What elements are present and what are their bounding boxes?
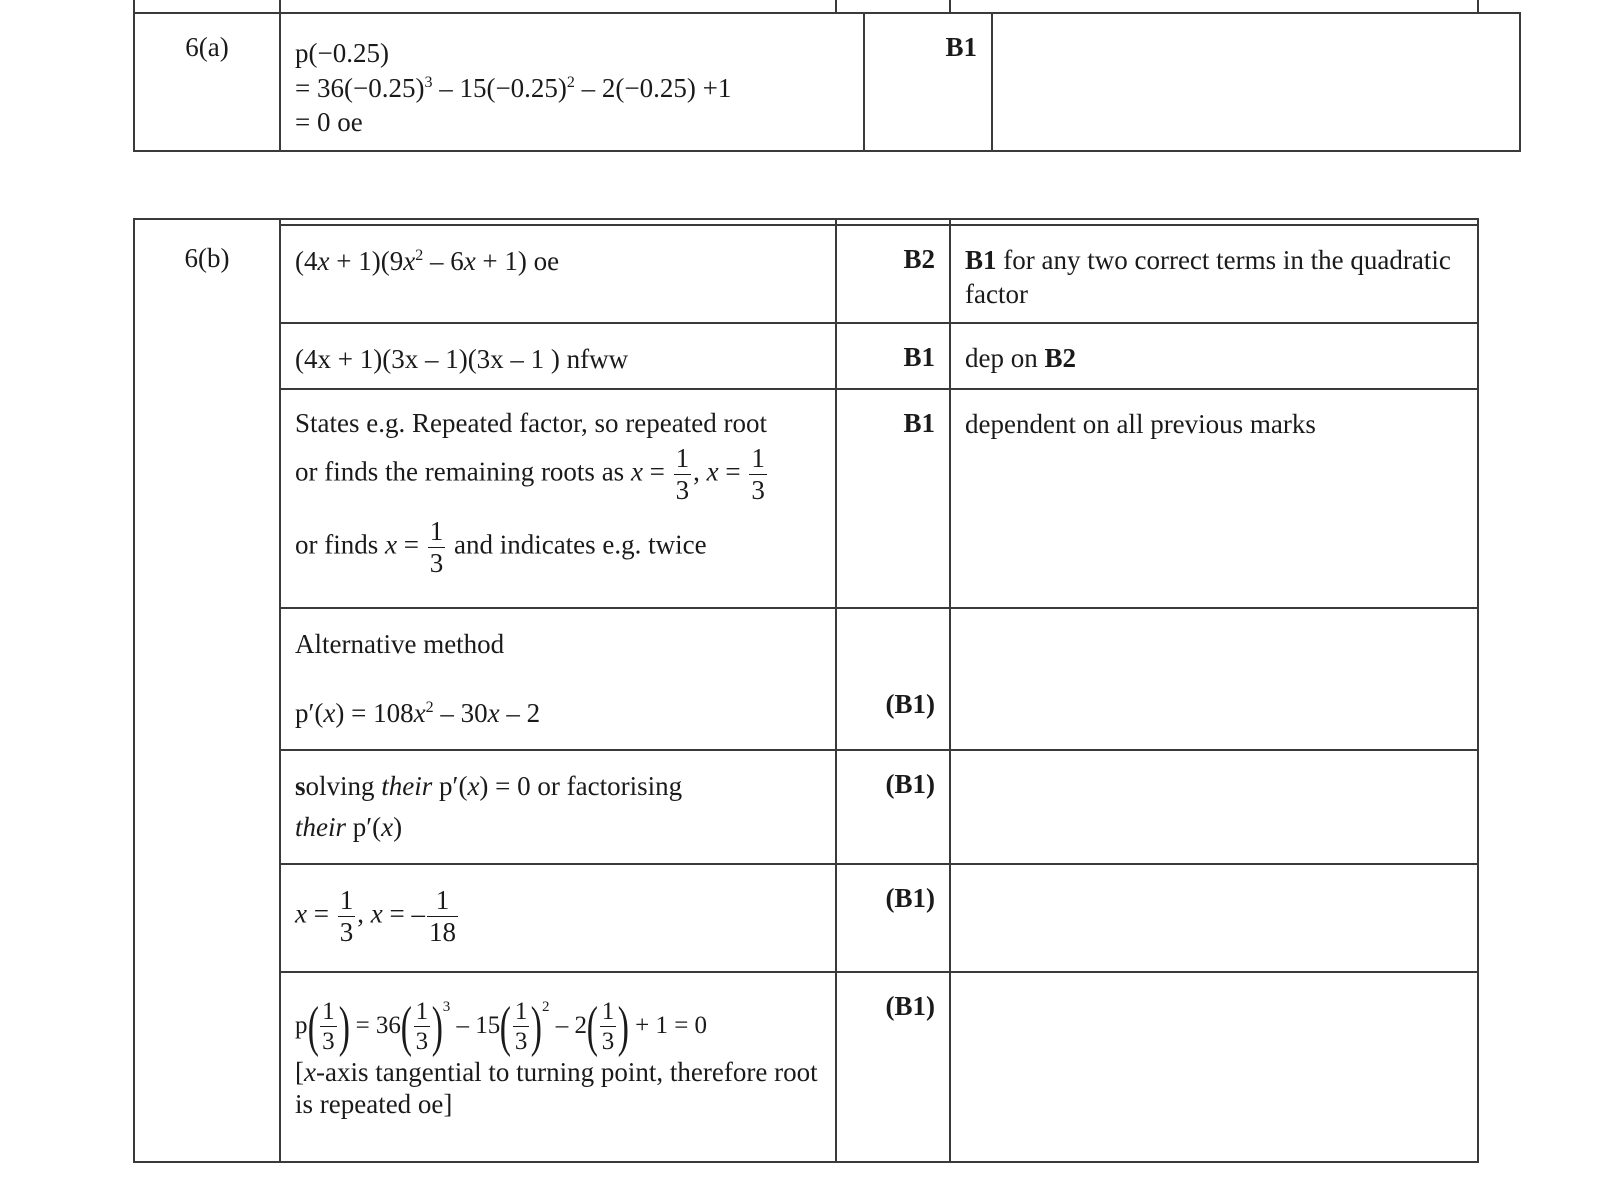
q6b-row3-guidance: dependent on all previous marks <box>950 389 1478 608</box>
q6a-line2: = $36(-0.25)^3 - 15(-0.25)^2 - 2(-0.25) +1$ <box>295 72 732 103</box>
q6a-line3: = 0 oe <box>295 107 363 138</box>
q6a-line1: p(−0.25) <box>295 38 389 68</box>
q6b-row1-mark: B2 <box>836 225 950 323</box>
q6b-row7-mark: (B1) <box>836 972 950 1162</box>
q6b-row6-guidance <box>950 864 1478 972</box>
q6b-row7-note: [x-axis tangential to turning point, therefore root is repeated oe] <box>295 1056 818 1119</box>
q6b-row2-answer: (4x + 1)(3x – 1)(3x – 1 ) nfww <box>280 323 836 389</box>
q6b-row6-mark: (B1) <box>836 864 950 972</box>
fraction-one-third: $\frac{1}{3}$ <box>339 884 354 947</box>
fraction-one-third: $\frac{1}{3}$ <box>429 515 444 578</box>
q6b-row3-line3: or finds x = $\frac{1}{3}$ and indicates e.g. twice <box>295 515 707 578</box>
q6b-row1-guidance: B1 for any two correct terms in the quadratic factor <box>950 225 1478 323</box>
q6b-row5-mark: (B1) <box>836 750 950 864</box>
q6b-row4-guidance <box>950 608 1478 750</box>
q6b-row7-guidance <box>950 972 1478 1162</box>
q6a-table <box>133 12 1521 152</box>
q6b-row3-line1: States e.g. Repeated factor, so repeated root <box>295 407 767 438</box>
q6b-row3-line2: or finds the remaining roots as x = $\frac{1}{3}$ , x = $\frac{1}{3}$ <box>295 442 765 505</box>
q6b-row3-mark: B1 <box>836 389 950 608</box>
fraction-one-third: $\frac{1}{3}$ <box>751 442 765 505</box>
q6b-row5-answer: solving their p′(x) = 0 or factorising their p′(x) <box>280 750 836 864</box>
fraction-one-eighteenth: $\frac{1}{18}$ <box>428 884 456 947</box>
q6a-guidance <box>992 13 1520 151</box>
q6b-row3-answer <box>280 389 836 608</box>
q6b-row1-answer: $(4x + 1)(9x^2 - 6x + 1)$ oe <box>280 225 836 323</box>
q6b-row5-guidance <box>950 750 1478 864</box>
q6b-row4-mark: (B1) <box>836 608 950 750</box>
q6b-row4-answer <box>280 608 836 750</box>
q6a-mark: B1 <box>864 13 992 151</box>
q6b-table <box>133 218 1479 1163</box>
q6b-row4-derivative: $p'(x) = 108x^2 - 30x - 2$ <box>295 698 541 729</box>
fraction-one-third: $\frac{1}{3}$ <box>675 442 690 505</box>
q6b-row7-answer <box>280 972 836 1162</box>
q6b-row2-guidance: dep on B2 <box>950 323 1478 389</box>
alt-method-heading: Alternative method <box>295 628 505 659</box>
q6a-label: 6(a) <box>134 13 280 151</box>
q6a-answer <box>280 13 864 151</box>
q6b-row7-equation: p( $\frac{1}{3}$ ) = 36( $\frac{1}{3}$ )$^3$ – 15( $\frac{1}{3}$ )$^2$ – 2( $\frac{1}{3}$ ) + 1 = 0 <box>295 995 708 1058</box>
q6b-label: 6(b) <box>134 225 280 1162</box>
q6b-row6-answer: x = $\frac{1}{3}$ , x = – $\frac{1}{18}$ <box>280 864 836 972</box>
q6b-row2-mark: B1 <box>836 323 950 389</box>
